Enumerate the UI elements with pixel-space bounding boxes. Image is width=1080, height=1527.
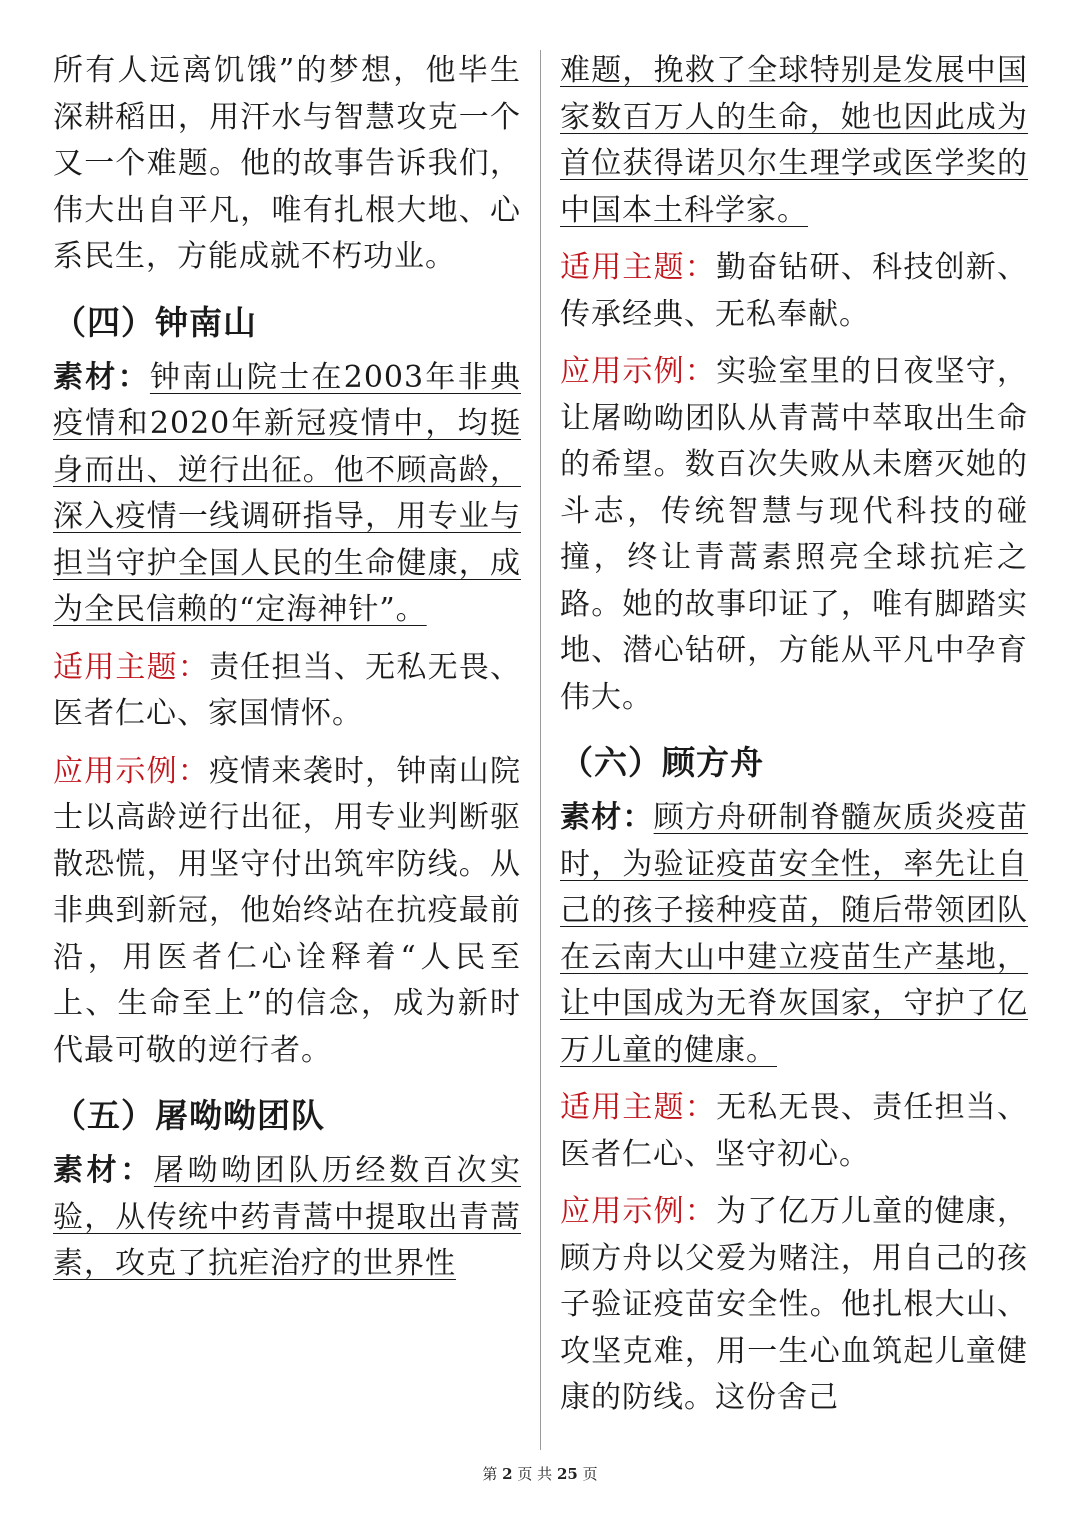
example-text: 实验室里的日夜坚守，让屠呦呦团队从青蒿中萃取出生命的希望。数百次失败从未磨灭她的斗志，传统智慧与现代科技的碰撞，终让青蒿素照亮全球抗疟之路。她的故事印证了，唯有脚踏实地、潜心钻研，方能从平凡中孕育伟大。 (560, 354, 1029, 715)
section-heading-zhong-nanshan: （四）钟南山 (53, 302, 257, 342)
example-paragraph (560, 349, 1028, 721)
theme-text: 责任担当、无私无畏、医者仁心、家国情怀。 (53, 649, 522, 731)
theme-text: 勤奋钻研、科技创新、传承经典、无私奉献。 (560, 250, 1029, 332)
example-text: 疫情来袭时，钟南山院士以高龄逆行出征，用专业判断驱散恐慌，用坚守付出筑牢防线。从非典到新冠，他始终站在抗疫最前沿，用医者仁心诠释着“人民至上、生命至上”的信念，成为新时代最可敬的逆行者。 (53, 753, 522, 1068)
material-label: 素材： (53, 359, 150, 395)
material-paragraph (53, 355, 521, 634)
example-text: 为了亿万儿童的健康，顾方舟以父爱为赌注，用自己的孩子验证疫苗安全性。他扎根大山、攻坚克难，用一生心血筑起儿童健康的防线。这份舍己 (560, 1194, 1029, 1415)
material-continuation (560, 48, 1028, 234)
page-footer (0, 1463, 1080, 1484)
theme-label: 适用主题： (53, 649, 210, 685)
material-text: 难题，挽救了全球特别是发展中国家数百万人的生命，她也因此成为首位获得诺贝尔生理学或医学奖的中国本土科学家。 (560, 53, 1028, 228)
material-text: 钟南山院士在2003年非典疫情和2020年新冠疫情中，均挺身而出、逆行出征。他不顾高龄，深入疫情一线调研指导，用专业与担当守护全国人民的生命健康，成为全民信赖的“定海神针”。 (53, 359, 521, 627)
example-label: 应用示例： (560, 1194, 717, 1229)
footer-prefix: 第 (482, 1465, 498, 1483)
theme-paragraph (560, 245, 1028, 338)
example-label: 应用示例： (53, 753, 210, 789)
material-text: 屠呦呦团队历经数百次实验，从传统中药青蒿中提取出青蒿素，攻克了抗疟治疗的世界性 (53, 1153, 522, 1281)
example-paragraph (560, 1189, 1028, 1422)
left-column (53, 48, 521, 1288)
intro-paragraph: 所有人远离饥饿”的梦想，他毕生深耕稻田，用汗水与智慧攻克一个又一个难题。他的故事告诉我们，伟大出自平凡，唯有扎根大地、心系民生，方能成就不朽功业。 (53, 53, 521, 274)
footer-page-number: 2 (502, 1465, 513, 1483)
material-paragraph (560, 795, 1028, 1074)
example-label: 应用示例： (560, 354, 717, 389)
footer-middle: 页 共 (517, 1465, 553, 1483)
footer-suffix: 页 (582, 1465, 598, 1483)
theme-label: 适用主题： (560, 250, 717, 285)
theme-paragraph (53, 645, 521, 738)
material-paragraph (53, 1148, 521, 1288)
column-divider (540, 50, 541, 1450)
theme-paragraph (560, 1085, 1028, 1178)
section-heading-tu-youyou: （五）屠呦呦团队 (53, 1096, 325, 1135)
right-column (560, 48, 1028, 1422)
theme-text: 无私无畏、责任担当、医者仁心、坚守初心。 (560, 1090, 1029, 1172)
footer-total-pages: 25 (556, 1465, 578, 1483)
material-label: 素材： (560, 800, 654, 835)
material-text: 顾方舟研制脊髓灰质炎疫苗时，为验证疫苗安全性，率先让自己的孩子接种疫苗，随后带领团队在云南大山中建立疫苗生产基地，让中国成为无脊灰国家，守护了亿万儿童的健康。 (560, 800, 1029, 1068)
theme-label: 适用主题： (560, 1090, 717, 1125)
material-label: 素材： (53, 1153, 154, 1188)
example-paragraph (53, 749, 521, 1075)
section-heading-gu-fangzhou: （六）顾方舟 (560, 743, 764, 782)
